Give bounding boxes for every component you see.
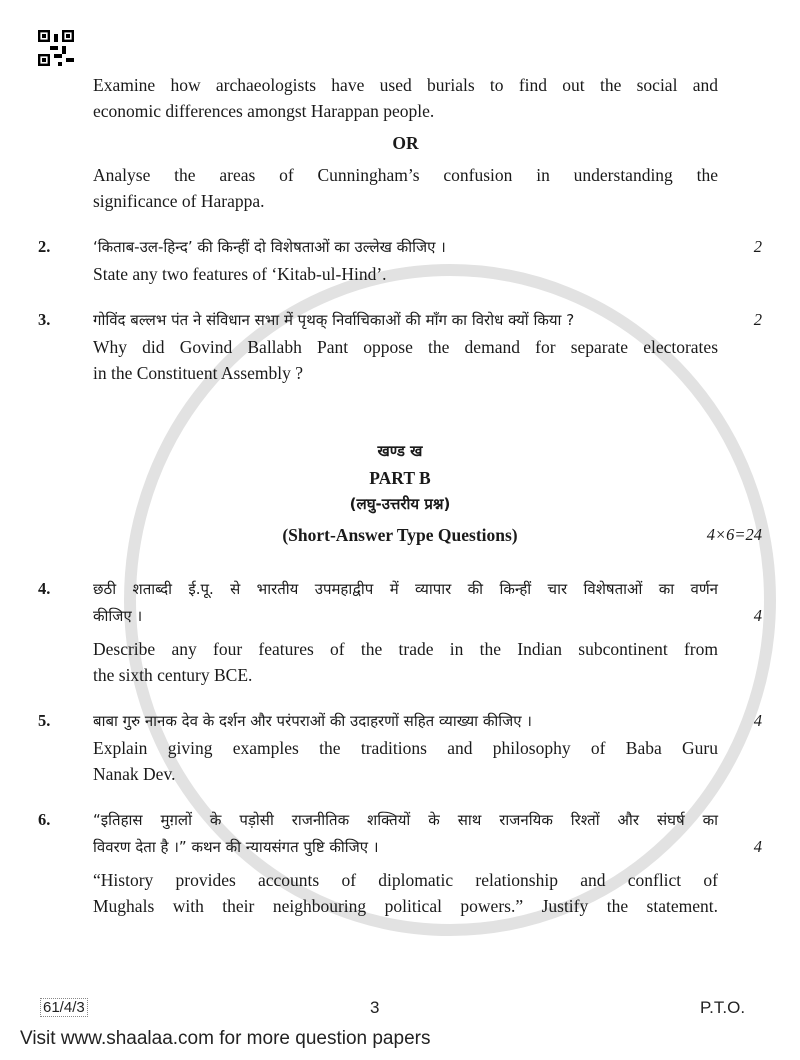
question-5 bbox=[38, 708, 762, 787]
question-6 bbox=[38, 807, 762, 919]
section-hindi-title: खण्ड ख bbox=[377, 442, 423, 460]
question-number: 5. bbox=[38, 711, 51, 730]
question-english: “History provides accounts of diplomatic relationship and conflict of bbox=[93, 870, 718, 890]
question-hindi: बाबा गुरु नानक देव के दर्शन और परंपराओं की उदाहरणों सहित व्याख्या कीजिए । bbox=[93, 712, 532, 730]
q1-line: Examine how archaeologists have used burials to find out the social and bbox=[93, 75, 718, 95]
question-3 bbox=[38, 307, 762, 386]
q1-alt-line: significance of Harappa. bbox=[93, 191, 265, 211]
question-hindi: गोविंद बल्लभ पंत ने संविधान सभा में पृथक् निर्वाचिकाओं की माँग का विरोध क्यों किया ? bbox=[93, 311, 575, 329]
question-number: 2. bbox=[38, 237, 51, 256]
section-hindi-subtitle: (लघु-उत्तरीय प्रश्न) bbox=[349, 495, 451, 513]
page-number: 3 bbox=[370, 998, 380, 1017]
question-marks: 4 bbox=[753, 837, 762, 856]
section-marks: 4×6=24 bbox=[706, 525, 762, 544]
question-2 bbox=[38, 234, 762, 287]
question-hindi: “इतिहास मुग़लों के पड़ोसी राजनीतिक शक्तियों के साथ राजनयिक रिश्तों और संघर्ष का bbox=[93, 811, 718, 829]
question-1 bbox=[38, 72, 762, 214]
question-hindi: कीजिए । bbox=[93, 607, 143, 625]
question-english: the sixth century BCE. bbox=[93, 665, 253, 685]
q1-line: economic differences amongst Harappan people. bbox=[93, 101, 435, 121]
question-english: in the Constituent Assembly ? bbox=[93, 363, 303, 383]
question-english: Nanak Dev. bbox=[93, 764, 176, 784]
question-english: Why did Govind Ballabh Pant oppose the demand for separate electorates bbox=[93, 337, 718, 357]
question-english: State any two features of ‘Kitab-ul-Hind’. bbox=[93, 264, 387, 284]
question-marks: 4 bbox=[753, 711, 762, 730]
question-marks: 2 bbox=[753, 237, 762, 256]
q1-alt-line: Analyse the areas of Cunningham’s confusion in understanding the bbox=[93, 165, 718, 185]
pto-label: P.T.O. bbox=[700, 998, 746, 1017]
visit-link[interactable]: Visit www.shaalaa.com for more question papers bbox=[20, 1028, 431, 1049]
question-hindi: छठी शताब्दी ई.पू. से भारतीय उपमहाद्वीप में व्यापार की किन्हीं चार विशेषताओं का वर्णन bbox=[93, 580, 718, 598]
page-footer bbox=[0, 998, 800, 1050]
question-marks: 2 bbox=[753, 310, 762, 329]
section-subtitle-row bbox=[38, 522, 762, 548]
section-title: PART B bbox=[369, 468, 431, 488]
question-content bbox=[38, 72, 762, 919]
question-number: 6. bbox=[38, 810, 51, 829]
question-english: Explain giving examples the traditions and philosophy of Baba Guru bbox=[93, 738, 718, 758]
question-english: Describe any four features of the trade in the Indian subcontinent from bbox=[93, 639, 718, 659]
paper-code: 61/4/3 bbox=[40, 998, 88, 1017]
question-hindi: ‘किताब-उल-हिन्द’ की किन्हीं दो विशेषताओं का उल्लेख कीजिए । bbox=[93, 238, 446, 256]
question-english: Mughals with their neighbouring political powers.” Justify the statement. bbox=[93, 896, 718, 916]
qr-code-icon bbox=[38, 30, 74, 66]
question-hindi: विवरण देता है ।” कथन की न्यायसंगत पुष्टि कीजिए । bbox=[93, 838, 379, 856]
question-number: 4. bbox=[38, 579, 51, 598]
section-subtitle: (Short-Answer Type Questions) bbox=[282, 525, 518, 545]
question-number: 3. bbox=[38, 310, 51, 329]
question-marks: 4 bbox=[753, 606, 762, 625]
or-label: OR bbox=[392, 133, 419, 153]
question-4 bbox=[38, 576, 762, 688]
